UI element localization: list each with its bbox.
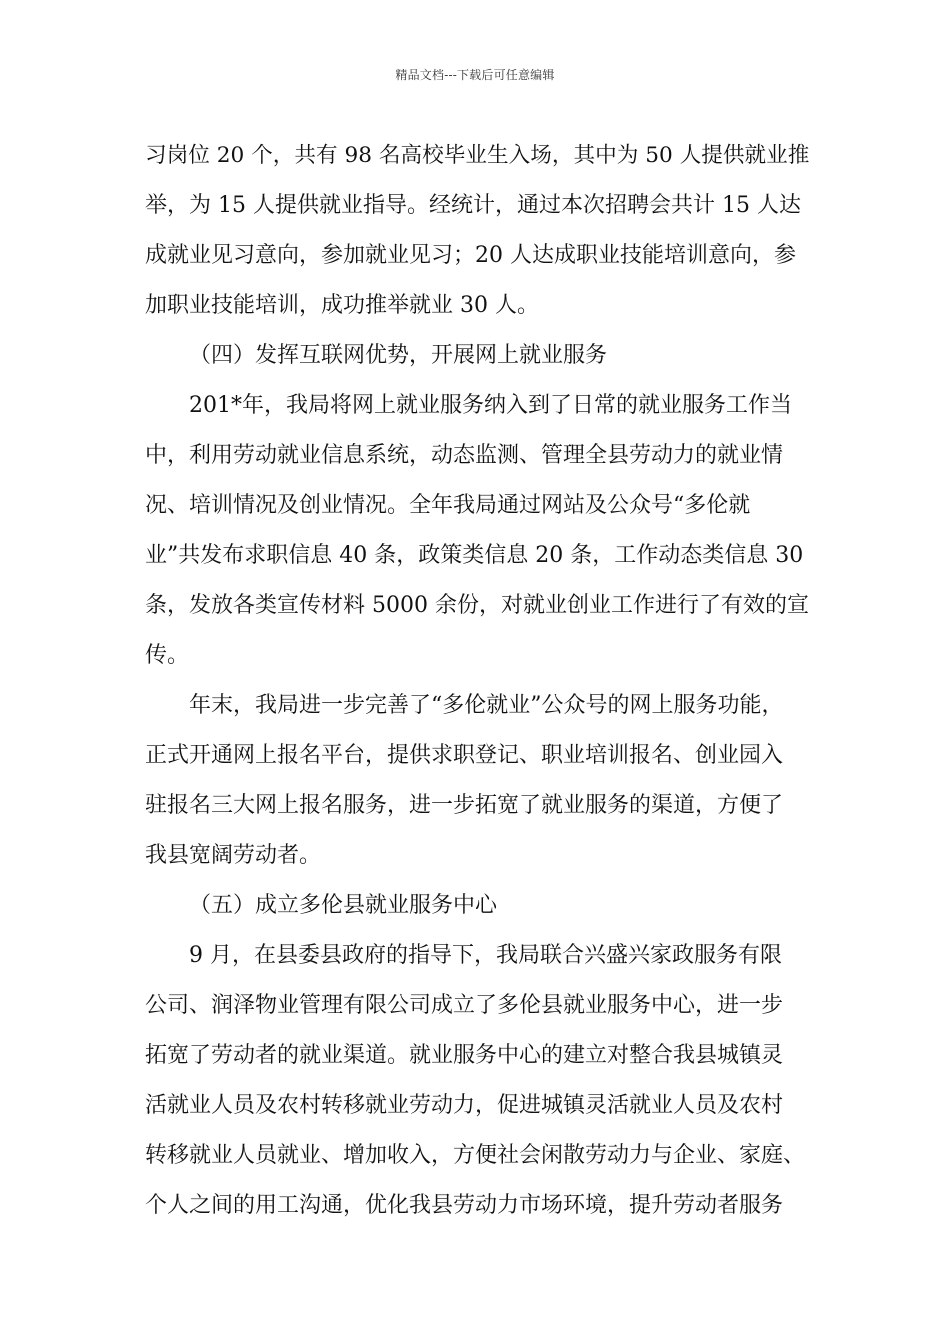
text-line: 传。	[145, 643, 190, 668]
text-line: 驻报名三大网上报名服务，进一步拓宽了就业服务的渠道，方便了	[145, 793, 784, 818]
text-line: 加职业技能培训，成功推举就业 30 人。	[145, 293, 539, 318]
text-line: 9 月，在县委县政府的指导下，我局联合兴盛兴家政服务有限	[189, 943, 782, 968]
text-line: 活就业人员及农村转移就业劳动力，促进城镇灵活就业人员及农村	[145, 1093, 784, 1118]
text-line: 我县宽阔劳动者。	[145, 843, 322, 868]
text-line: 个人之间的用工沟通，优化我县劳动力市场环境，提升劳动者服务	[145, 1193, 784, 1218]
text-line: 举，为 15 人提供就业指导。经统计，通过本次招聘会共计 15 人达	[145, 193, 801, 218]
text-line: 201*年，我局将网上就业服务纳入到了日常的就业服务工作当	[189, 393, 792, 418]
text-line: 成就业见习意向，参加就业见习；20 人达成职业技能培训意向，参	[145, 243, 796, 268]
text-line: 转移就业人员就业、增加收入，方便社会闲散劳动力与企业、家庭、	[145, 1143, 806, 1168]
text-line: （四）发挥互联网优势，开展网上就业服务	[189, 343, 608, 368]
text-line: 年末，我局进一步完善了“多伦就业”公众号的网上服务功能，	[189, 693, 784, 718]
text-line: 公司、润泽物业管理有限公司成立了多伦县就业服务中心，进一步	[145, 993, 784, 1018]
text-line: 正式开通网上报名平台，提供求职登记、职业培训报名、创业园入	[145, 743, 784, 768]
text-line: 习岗位 20 个，共有 98 名高校毕业生入场，其中为 50 人提供就业推	[145, 143, 810, 168]
text-line: 业”共发布求职信息 40 条，政策类信息 20 条，工作动态类信息 30	[145, 543, 804, 568]
text-line: 条，发放各类宣传材料 5000 余份，对就业创业工作进行了有效的宣	[145, 593, 809, 618]
page-header: 精品文档---下载后可任意编辑	[395, 68, 555, 82]
text-line: 中，利用劳动就业信息系统，动态监测、管理全县劳动力的就业情	[145, 443, 784, 468]
text-line: 拓宽了劳动者的就业渠道。就业服务中心的建立对整合我县城镇灵	[145, 1043, 784, 1068]
body-text	[145, 131, 810, 1231]
text-line: 况、培训情况及创业情况。全年我局通过网站及公众号“多伦就	[145, 493, 751, 518]
text-line: （五）成立多伦县就业服务中心	[189, 893, 498, 918]
